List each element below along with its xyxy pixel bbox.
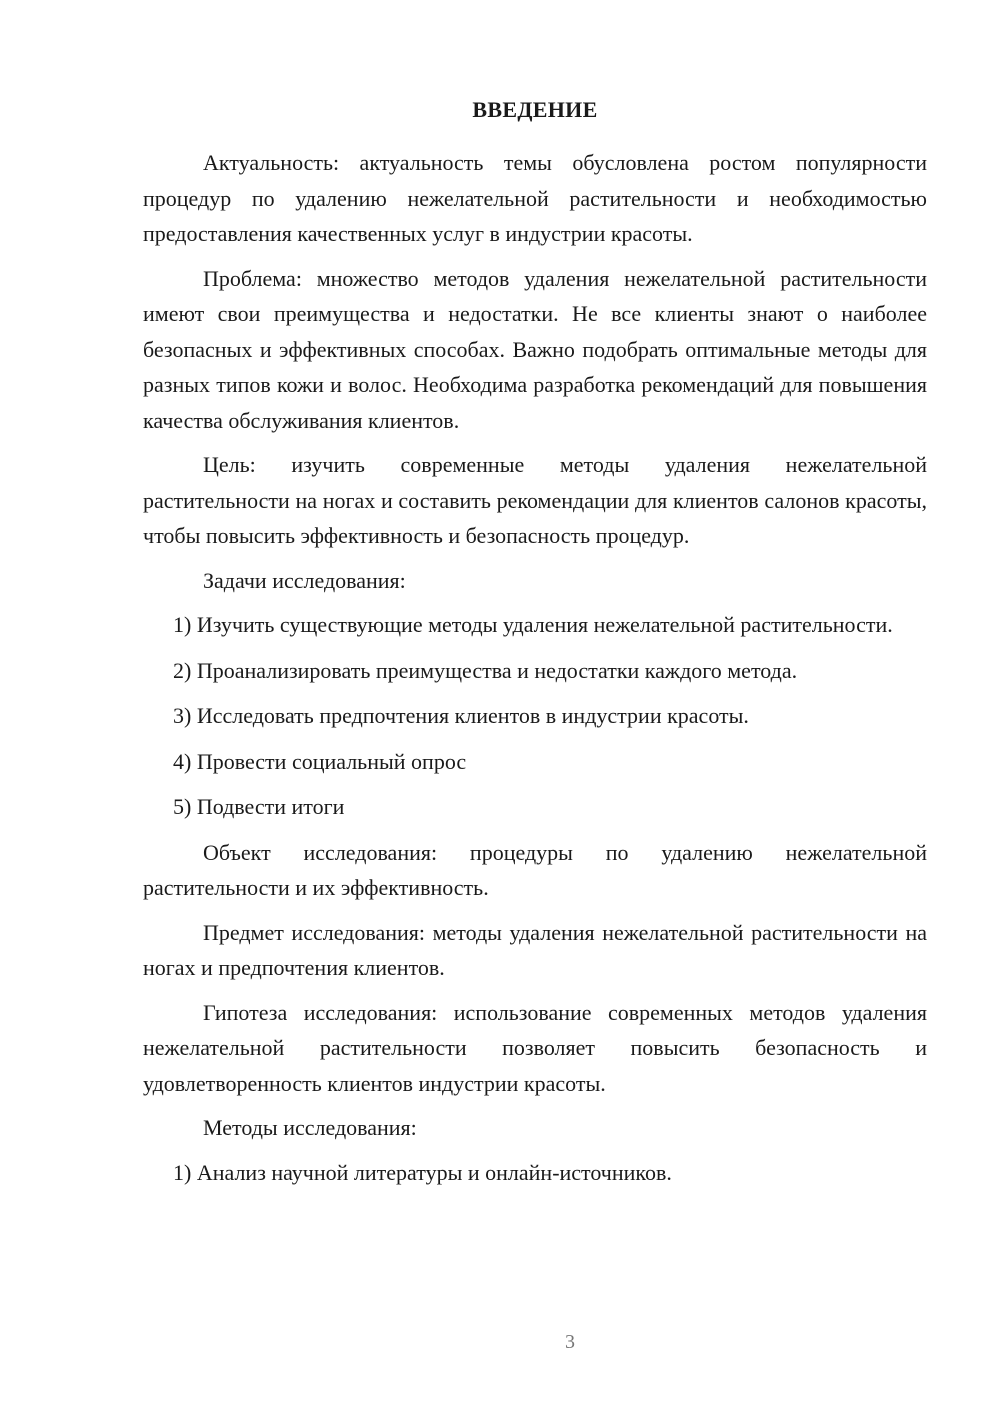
relevance-paragraph: Актуальность: актуальность темы обусловлена ростом популярности процедур по удалению нежелательной растительности и необходимостью предоставления качественных услуг в индустрии красоты. (143, 150, 927, 246)
object-paragraph: Объект исследования: процедуры по удалению нежелательной растительности и их эффективность. (143, 839, 927, 900)
subject-paragraph: Предмет исследования: методы удаления нежелательной растительности на ногах и предпочтения клиентов. (143, 919, 927, 980)
document-title: ВВЕДЕНИЕ (472, 97, 598, 122)
task-item-1: 1) Изучить существующие методы удаления нежелательной растительности. (173, 612, 893, 637)
problem-paragraph: Проблема: множество методов удаления нежелательной растительности имеют свои преимущества и недостатки. Не все клиенты знают о наиболее безопасных и эффективных способах. Важно подобрать оптимальные методы для разных типов кожи и волос. Необходима разработка рекомендаций для повышения качества обслуживания клиентов. (143, 265, 927, 433)
methods-heading: Методы исследования: (203, 1115, 417, 1140)
task-item-4: 4) Провести социальный опрос (173, 748, 467, 774)
page-number: 3 (565, 1331, 575, 1353)
document-page (143, 92, 927, 1200)
goal-paragraph: Цель: изучить современные методы удаления нежелательной растительности на ногах и составить рекомендации для клиентов салонов красоты, чтобы повысить эффективность и безопасность процедур. (143, 452, 927, 548)
task-item-5: 5) Подвести итоги (173, 794, 345, 819)
tasks-heading: Задачи исследования: (203, 567, 406, 593)
hypothesis-paragraph: Гипотеза исследования: использование современных методов удаления нежелательной растительности позволяет повысить безопасность и удовлетворенность клиентов индустрии красоты. (143, 999, 927, 1096)
method-item-1: 1) Анализ научной литературы и онлайн-источников. (173, 1159, 672, 1185)
task-item-2: 2) Проанализировать преимущества и недостатки каждого метода. (173, 657, 798, 683)
task-item-3: 3) Исследовать предпочтения клиентов в индустрии красоты. (173, 703, 749, 728)
